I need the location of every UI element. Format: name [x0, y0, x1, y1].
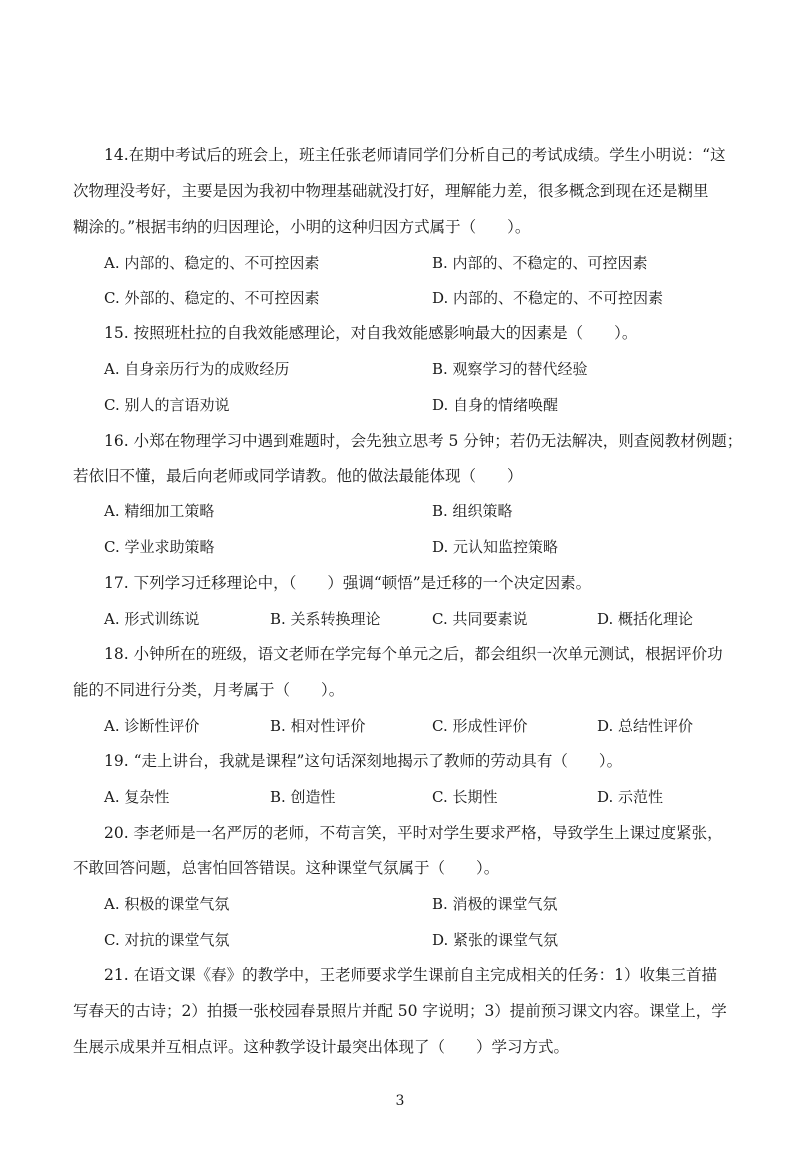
q16-line-1: 16. 小郑在物理学习中遇到难题时，会先独立思考 5 分钟；若仍无法解决，则查阅教材例题；: [104, 432, 743, 450]
q19-option-c: C. 长期性: [432, 788, 498, 806]
q18-line-1: 18. 小钟所在的班级，语文老师在学完每个单元之后，都会组织一次单元测试，根据评价功: [104, 645, 723, 663]
q20-line-2: 不敢回答问题，总害怕回答错误。这种课堂气氛属于（ ）。: [73, 859, 500, 877]
q18-option-a: A. 诊断性评价: [104, 717, 200, 735]
q21-line-1: 21. 在语文课《春》的教学中，王老师要求学生课前自主完成相关的任务：1）收集三首描: [104, 966, 717, 984]
q16-option-a: A. 精细加工策略: [104, 502, 215, 520]
q20-line-1: 20. 李老师是一名严厉的老师，不苟言笑，平时对学生要求严格，导致学生上课过度紧张，: [104, 824, 723, 842]
q20-option-b: B. 消极的课堂气氛: [432, 895, 558, 913]
q17-line-1: 17. 下列学习迁移理论中，（ ）强调“顿悟”是迁移的一个决定因素。: [104, 574, 592, 592]
q14-option-c: C. 外部的、稳定的、不可控因素: [104, 289, 320, 307]
q17-option-c: C. 共同要素说: [432, 610, 528, 628]
q21-line-3: 生展示成果并互相点评。这种教学设计最突出体现了（ ）学习方式。: [73, 1038, 570, 1056]
q14-line-3: 糊涂的。”根据韦纳的归因理论，小明的这种归因方式属于（ ）。: [73, 218, 531, 236]
q14-option-d: D. 内部的、不稳定的、不可控因素: [432, 289, 664, 307]
q16-line-2: 若依旧不懂，最后向老师或同学请教。他的做法最能体现（ ）: [73, 467, 523, 485]
q18-option-c: C. 形成性评价: [432, 717, 528, 735]
q16-option-c: C. 学业求助策略: [104, 538, 215, 556]
q19-option-d: D. 示范性: [597, 788, 664, 806]
q20-option-c: C. 对抗的课堂气氛: [104, 931, 230, 949]
q18-option-d: D. 总结性评价: [597, 717, 694, 735]
q20-option-d: D. 紧张的课堂气氛: [432, 931, 559, 949]
q15-option-a: A. 自身亲历行为的成败经历: [104, 360, 290, 378]
q15-line-1: 15. 按照班杜拉的自我效能感理论，对自我效能感影响最大的因素是（ ）。: [104, 324, 638, 342]
q21-line-2: 写春天的古诗；2）拍摄一张校园春景照片并配 50 字说明；3）提前预习课文内容。课堂上，学: [73, 1002, 727, 1020]
q16-option-d: D. 元认知监控策略: [432, 538, 559, 556]
q14-option-a: A. 内部的、稳定的、不可控因素: [104, 254, 320, 272]
q14-line-2: 次物理没考好，主要是因为我初中物理基础就没打好，理解能力差，很多概念到现在还是糊里: [73, 182, 709, 200]
q19-option-a: A. 复杂性: [104, 788, 170, 806]
q15-option-c: C. 别人的言语劝说: [104, 396, 230, 414]
q19-line-1: 19. “走上讲台，我就是课程”这句话深刻地揭示了教师的劳动具有（ ）。: [104, 752, 623, 770]
q15-option-d: D. 自身的情绪唤醒: [432, 396, 559, 414]
q14-option-b: B. 内部的、不稳定的、可控因素: [432, 254, 648, 272]
q20-option-a: A. 积极的课堂气氛: [104, 895, 230, 913]
q18-option-b: B. 相对性评价: [270, 717, 366, 735]
q16-option-b: B. 组织策略: [432, 502, 513, 520]
q17-option-d: D. 概括化理论: [597, 610, 694, 628]
page-number: 3: [395, 1093, 405, 1109]
q17-option-a: A. 形式训练说: [104, 610, 200, 628]
q18-line-2: 能的不同进行分类，月考属于（ ）。: [73, 681, 345, 699]
q19-option-b: B. 创造性: [270, 788, 336, 806]
q17-option-b: B. 关系转换理论: [270, 610, 381, 628]
q15-option-b: B. 观察学习的替代经验: [432, 360, 588, 378]
q14-line-1: 14.在期中考试后的班会上，班主任张老师请同学们分析自己的考试成绩。学生小明说：“这: [104, 146, 726, 164]
